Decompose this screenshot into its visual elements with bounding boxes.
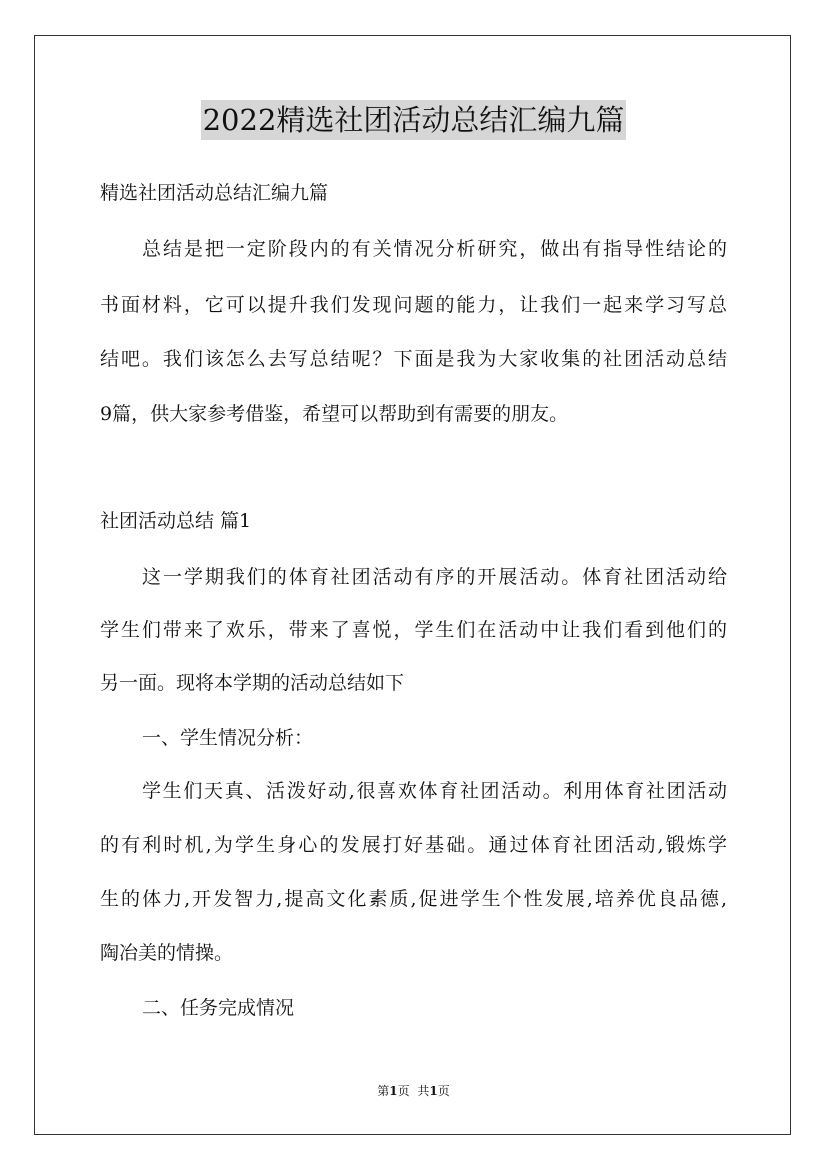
title-wrapper (0, 100, 827, 140)
footer-page-number: 1 (389, 1084, 398, 1098)
document-subtitle: 精选社团活动总结汇编九篇 (100, 182, 329, 204)
document-title: 2022精选社团活动总结汇编九篇 (201, 100, 627, 140)
heading-task-completion: 二、任务完成情况 (142, 997, 295, 1019)
footer-total-suffix: 页 (437, 1084, 450, 1098)
footer-total-prefix: 共 (417, 1084, 430, 1098)
analysis-line-3: 生的体力,开发智力,提高文化素质,促进学生个性发展,培养优良品德, (100, 888, 727, 910)
section-heading: 社团活动总结 篇1 (100, 510, 252, 532)
heading-student-analysis: 一、学生情况分析： (142, 727, 314, 749)
section-line-1: 这一学期我们的体育社团活动有序的开展活动。体育社团活动给 (142, 566, 727, 588)
analysis-line-4: 陶冶美的情操。 (100, 942, 234, 964)
intro-line-4: 9篇，供大家参考借鉴，希望可以帮助到有需要的朋友。 (100, 403, 569, 425)
footer-total-number: 1 (429, 1084, 438, 1098)
intro-line-2: 书面材料，它可以提升我们发现问题的能力，让我们一起来学习写总 (100, 294, 727, 316)
footer-page-prefix: 第 (377, 1084, 390, 1098)
footer-page-suffix: 页 (397, 1084, 410, 1098)
section-line-3: 另一面。现将本学期的活动总结如下 (100, 672, 405, 694)
analysis-line-2: 的有利时机,为学生身心的发展打好基础。通过体育社团活动,锻炼学 (100, 834, 727, 856)
intro-line-3: 结吧。我们该怎么去写总结呢？下面是我为大家收集的社团活动总结 (100, 348, 727, 370)
page-footer (0, 1083, 827, 1099)
analysis-line-1: 学生们天真、活泼好动,很喜欢体育社团活动。利用体育社团活动 (142, 780, 727, 802)
section-line-2: 学生们带来了欢乐，带来了喜悦，学生们在活动中让我们看到他们的 (100, 619, 727, 641)
intro-line-1: 总结是把一定阶段内的有关情况分析研究，做出有指导性结论的 (142, 238, 727, 260)
